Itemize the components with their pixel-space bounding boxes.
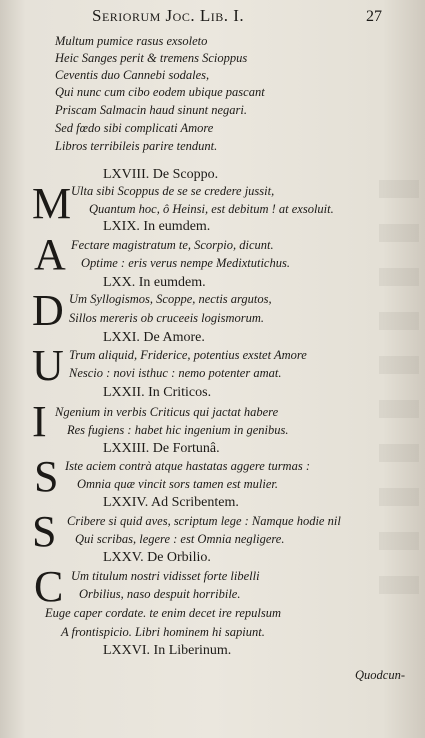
bleed-through-shadow [379, 180, 419, 600]
drop-cap: S [32, 507, 57, 556]
verse-line: Heic Sanges perit & tremens Scioppus [55, 51, 248, 65]
verse-line: Ceventis duo Cannebi sodales, [55, 68, 210, 82]
verse-line: Cribere si quid aves, scriptum lege : Namque hodie nil [67, 514, 341, 528]
verse-line: Libros terribileis parire tendunt. [55, 139, 218, 153]
drop-cap: A [34, 230, 66, 279]
verse-line: Sed fœdo sibi complicati Amore [55, 121, 214, 135]
verse-line: Ulta sibi Scoppus de se se credere jussit, [71, 184, 275, 198]
poem-title: LXXVI. In Liberinum. [103, 643, 232, 658]
poem-title: LXX. In eumdem. [103, 275, 206, 290]
catchword: Quodcun- [355, 668, 405, 682]
running-head: Seriorum Joc. Lib. I. [92, 6, 245, 25]
verse-line: Trum aliquid, Friderice, potentius exstet Amore [69, 348, 307, 362]
verse-line: Sillos mereris ob cruceeis logismorum. [69, 311, 265, 325]
drop-cap: S [34, 452, 59, 501]
drop-cap: C [34, 562, 64, 611]
verse-line: Multum pumice rasus exsoleto [55, 34, 208, 48]
poem-title: LXXIV. Ad Scribentem. [103, 495, 239, 510]
poem-title: LXVIII. De Scoppo. [103, 167, 219, 182]
verse-line: Fectare magistratum te, Scorpio, dicunt. [71, 238, 274, 252]
verse-line: Iste aciem contrà atque hastatas aggere turmas : [65, 459, 310, 473]
verse-line: Nescio : novi isthuc : nemo potenter amat. [69, 366, 282, 380]
verse-line: Euge caper cordate. te enim decet ire repulsum [45, 606, 282, 620]
verse-line: Omnia quæ vincit sors tamen est mulier. [77, 477, 279, 491]
drop-cap: D [32, 286, 64, 335]
verse-line: Um Syllogismos, Scoppe, nectis argutos, [69, 292, 272, 306]
poem-title: LXIX. In eumdem. [103, 219, 211, 234]
page-number: 27 [366, 8, 382, 25]
poem-title: LXXII. In Criticos. [103, 385, 212, 400]
drop-cap: I [32, 397, 47, 446]
page-header [92, 6, 382, 28]
poem-title: LXXV. De Orbilio. [103, 550, 211, 565]
drop-cap: U [32, 341, 64, 390]
verse-line: Optime : eris verus nempe Medixtutichus. [81, 256, 290, 270]
verse-line: Priscam Salmacin haud sinunt negari. [55, 103, 248, 117]
poem-title: LXXIII. De Fortunâ. [103, 441, 220, 456]
verse-line: Quantum hoc, ô Heinsi, est debitum ! at exsoluit. [89, 202, 334, 216]
verse-line: Um titulum nostri vidisset forte libelli [71, 569, 260, 583]
verse-line: A frontispicio. Libri hominem hi sapiunt. [61, 625, 265, 639]
verse-line: Ngenium in verbis Criticus qui jactat habere [55, 405, 279, 419]
drop-cap: M [32, 179, 72, 228]
verse-line: Res fugiens : habet hic ingenium in genibus. [67, 423, 289, 437]
poem-title: LXXI. De Amore. [103, 330, 205, 345]
verse-line: Qui scribas, legere : est Omnia negligere. [75, 532, 285, 546]
verse-line: Orbilius, naso despuit horribile. [79, 587, 241, 601]
verse-line: Qui nunc cum cibo eodem ubique pascant [55, 85, 265, 99]
